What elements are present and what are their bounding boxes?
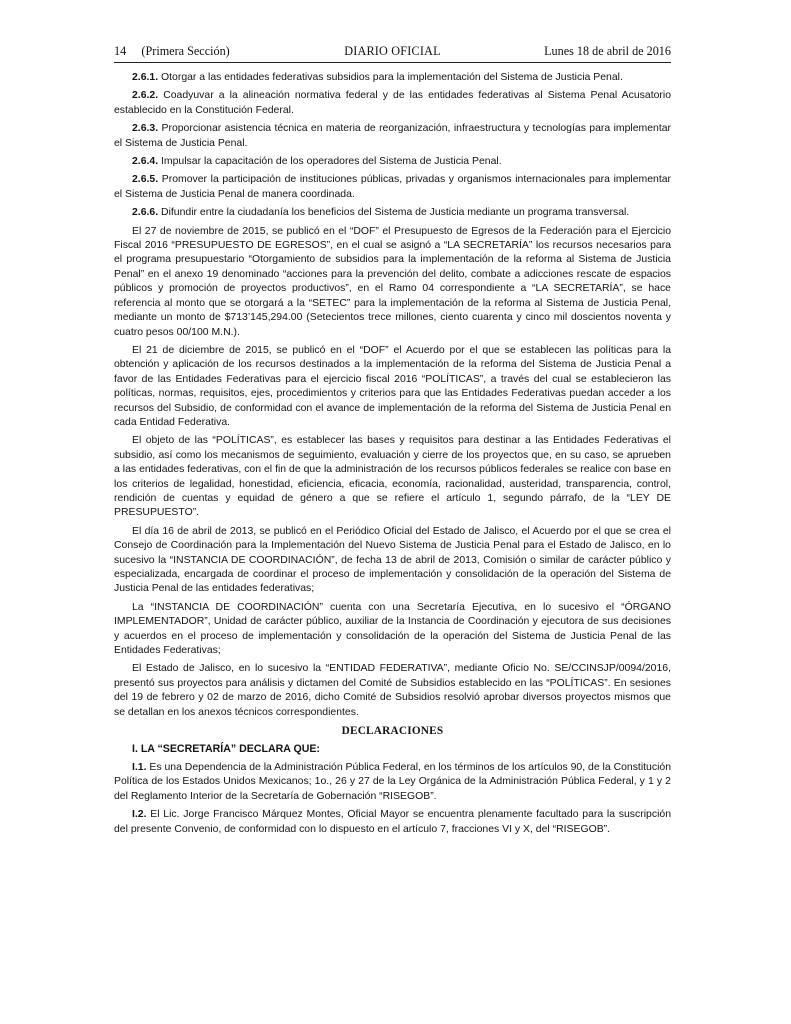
item-text: Proporcionar asistencia técnica en materia de reorganización, infraestructura y tecnologías para implementar el Sistema de Justicia Penal. — [114, 123, 671, 149]
item-2-6-1 — [114, 71, 671, 85]
document-body — [114, 71, 671, 841]
paragraph-politicas: El 21 de diciembre de 2015, se publicó en el “DOF” el Acuerdo por el que se establecen las políticas para la obtención y aplicación de los recursos destinados a la implementación de la reforma del Sistema de Justicia Penal a favor de las Entidades Federativas para el ejercicio fiscal 2016 “POLÍTICAS”, a través del cual se establecieron las políticas, normas, requisitos, ejes, procedimientos y criterios para que las Entidades Federativas puedan acceder a los recursos del Subsidio, de conformidad con el avance de implementación de la reforma del Sistema de Justicia Penal en cada Entidad Federativa. — [114, 344, 671, 428]
paragraph-entidad: El Estado de Jalisco, en lo sucesivo la “ENTIDAD FEDERATIVA”, mediante Oficio No. SE/CCINSJP/0094/2016, presentó sus proyectos para análisis y dictamen del Comité de Subsidios establecido en las “POLÍTICAS”. En sesiones del 19 de febrero y 02 de marzo de 2016, dicho Comité de Subsidios resolvió aprobar diversos proyectos mismos que se detallan en los anexos técnicos correspondientes. — [114, 663, 671, 718]
paragraph-objeto: El objeto de las “POLÍTICAS”, es establecer las bases y requisitos para destinar a las Entidades Federativas el subsidio, así como los mecanismos de seguimiento, evaluación y cierre de los proyectos que, en su caso, se aprueben a las entidades federativas, con el fin de que la administración de los recursos públicos federales se realice con base en los criterios de legalidad, honestidad, eficiencia, eficacia, economía, racionalidad, austeridad, transparencia, control, rendición de cuentas y equidad de género a que se refiere el artículo 1, segundo párrafo, de la “LEY DE PRESUPUESTO”. — [114, 435, 671, 519]
item-text: Impulsar la capacitación de los operadores del Sistema de Justicia Penal. — [158, 156, 502, 168]
item-number: 2.6.5. — [132, 174, 159, 186]
page-header — [114, 42, 671, 63]
item-number: I.1. — [132, 761, 147, 773]
item-number: 2.6.2. — [132, 90, 159, 102]
item-2-6-2 — [114, 89, 671, 118]
paragraph-presupuesto: El 27 de noviembre de 2015, se publicó en el “DOF” el Presupuesto de Egresos de la Federación para el Ejercicio Fiscal 2016 “PRESUPUESTO DE EGRESOS”, en el cual se asignó a “LA SECRETARÍA” los recursos necesarios para el programa presupuestario “Otorgamiento de subsidios para la implementación de la reforma al Sistema de Justicia Penal” en el anexo 19 denominado “acciones para la prevención del delito, combate a adicciones rescate de espacios públicos y promoción de proyectos productivos”, en el Ramo 04 correspondiente a “LA SECRETARÍA”, se hace referencia al monto que se otorgará a la “SETEC” para la implementación de la reforma al Sistema de Justicia Penal, mediante un monto de $713’145,294.00 (Setecientos trece millones, ciento cuarenta y cinco mil doscientos noventa y cuatro pesos 00/100 M.N.). — [114, 225, 671, 338]
item-text: Coadyuvar a la alineación normativa federal y de las entidades federativas al Sistema Penal Acusatorio establecido en la Constitución Federal. — [114, 90, 671, 116]
paragraph-jalisco-acuerdo: El día 16 de abril de 2013, se publicó en el Periódico Oficial del Estado de Jalisco, el Acuerdo por el que se crea el Consejo de Coordinación para la Implementación del Nuevo Sistema de Justicia Penal para el Estado de Jalisco, en lo sucesivo la “INSTANCIA DE COORDINACIÓN”, de fecha 13 de abril de 2013, Comisión o similar de carácter público y especializada, encargada de coordinar el proceso de implementación y consolidación de la operación del Sistema de Justicia Penal de las entidades federativas; — [114, 525, 671, 595]
item-number: 2.6.1. — [132, 72, 159, 83]
item-number: 2.6.3. — [132, 123, 159, 135]
item-2-6-3 — [114, 122, 671, 151]
item-text: El Lic. Jorge Francisco Márquez Montes, Oficial Mayor se encuentra plenamente facultado para la suscripción del presente Convenio, de conformidad con lo dispuesto en el artículo 7, fracciones VI y X, del “RISEGOB”. — [114, 809, 671, 835]
item-2-6-4 — [114, 155, 671, 169]
section-title: DECLARACIONES — [341, 725, 444, 738]
item-2-6-6 — [114, 206, 671, 220]
publication-title: DIARIO OFICIAL — [344, 44, 441, 58]
paragraph-instancia: La “INSTANCIA DE COORDINACIÓN” cuenta con una Secretaría Ejecutiva, en lo sucesivo el “ÓRGANO IMPLEMENTADOR”, Unidad de carácter público, auxiliar de la Instancia de Coordinación y ejecutora de sus decisiones y acuerdos en el proceso de implementación y consolidación de la operación del Sistema de Justicia Penal de las Entidades Federativas; — [114, 601, 671, 657]
page-number-section: 14 (Primera Sección) — [114, 44, 230, 58]
declaration-i-2 — [114, 808, 671, 837]
section-subtitle: I. LA “SECRETARÍA” DECLARA QUE: — [132, 743, 320, 756]
declaration-i-1 — [114, 761, 671, 804]
item-text: Difundir entre la ciudadanía los beneficios del Sistema de Justicia mediante un programa transversal. — [158, 207, 630, 219]
item-text: Promover la participación de instituciones públicas, privadas y organismos internacionales para implementar el Sistema de Justicia Penal de manera coordinada. — [114, 174, 671, 200]
publication-date: Lunes 18 de abril de 2016 — [544, 44, 671, 58]
item-text: Es una Dependencia de la Administración Pública Federal, en los términos de los artículos 90, de la Constitución Política de los Estados Unidos Mexicanos; 1o., 26 y 27 de la Ley Orgánica de la Administración Pública Federal, y 1 y 2 del Reglamento Interior de la Secretaría de Gobernación “RISEGOB”. — [114, 761, 672, 802]
item-number: 2.6.4. — [132, 156, 159, 168]
item-number: 2.6.6. — [132, 207, 159, 219]
item-2-6-5 — [114, 173, 671, 202]
item-text: Otorgar a las entidades federativas subsidios para la implementación del Sistema de Justicia Penal. — [158, 72, 623, 83]
item-number: I.2. — [132, 809, 147, 821]
